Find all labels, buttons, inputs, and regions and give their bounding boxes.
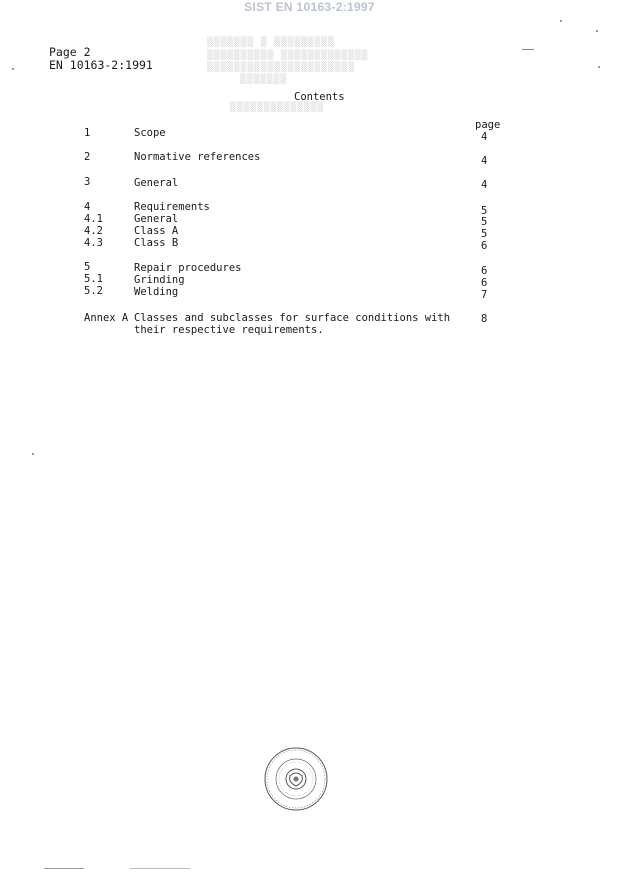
- page-number: Page 2: [49, 45, 91, 59]
- bleed-through-text: ▒▒▒▒▒▒▒▒▒▒▒▒▒▒: [230, 102, 325, 113]
- toc-number: 3: [84, 176, 91, 188]
- document-id: EN 10163-2:1991: [49, 58, 153, 72]
- toc-page: 6: [481, 277, 488, 289]
- toc-page: 7: [481, 289, 488, 301]
- toc-number: 4: [84, 201, 91, 213]
- toc-page: 5: [481, 205, 488, 217]
- toc-title: Grinding: [134, 274, 185, 286]
- toc-number: 5.1: [84, 273, 103, 285]
- toc-page: 4: [481, 131, 488, 143]
- bleed-through-text: ▒▒▒▒▒▒▒: [240, 74, 288, 85]
- scan-speck: [596, 30, 598, 32]
- toc-page: 4: [481, 179, 488, 191]
- scan-mark: [522, 49, 534, 50]
- toc-number: 2: [84, 151, 91, 163]
- contents-heading: Contents: [294, 91, 345, 103]
- page-column-header: page: [475, 119, 501, 131]
- bleed-through-text: ▒▒▒▒▒▒▒▒▒▒▒▒▒▒▒▒▒▒▒▒▒▒: [207, 62, 355, 73]
- toc-page: 8: [481, 313, 488, 325]
- toc-title: Welding: [134, 286, 179, 298]
- bleed-through-text: ▒▒▒▒▒▒▒▒▒▒ ▒▒▒▒▒▒▒▒▒▒▒▒▒: [207, 50, 369, 61]
- scan-mark: [130, 868, 190, 869]
- toc-title-continuation: their respective requirements.: [134, 324, 324, 336]
- toc-title: Scope: [134, 127, 166, 139]
- stamp-seal: [263, 746, 329, 812]
- toc-page: 6: [481, 240, 488, 252]
- scan-speck: [598, 66, 600, 68]
- scan-speck: [560, 20, 562, 22]
- toc-title: General: [134, 213, 179, 225]
- toc-number: 4.3: [84, 237, 103, 249]
- toc-number: 1: [84, 127, 91, 139]
- scan-speck: [32, 453, 34, 455]
- toc-title: Requirements: [134, 201, 210, 213]
- toc-number: 5.2: [84, 285, 103, 297]
- toc-title: Class A: [134, 225, 179, 237]
- toc-title: Classes and subclasses for surface conditions with: [134, 312, 451, 324]
- toc-title: Class B: [134, 237, 179, 249]
- toc-page: 4: [481, 155, 488, 167]
- bleed-through-text: ▒▒▒▒▒▒▒ ▒ ▒▒▒▒▒▒▒▒▒: [207, 37, 335, 48]
- toc-number: 4.1: [84, 213, 103, 225]
- toc-page: 5: [481, 228, 488, 240]
- toc-title: General: [134, 177, 179, 189]
- toc-number: Annex A: [84, 312, 129, 324]
- toc-page: 5: [481, 216, 488, 228]
- toc-title: Repair procedures: [134, 262, 242, 274]
- toc-title: Normative references: [134, 151, 261, 163]
- watermark: SIST EN 10163-2:1997: [244, 0, 375, 14]
- toc-number: 4.2: [84, 225, 103, 237]
- scan-mark: [44, 868, 84, 869]
- toc-page: 6: [481, 265, 488, 277]
- scan-speck: [12, 68, 14, 70]
- toc-number: 5: [84, 261, 91, 273]
